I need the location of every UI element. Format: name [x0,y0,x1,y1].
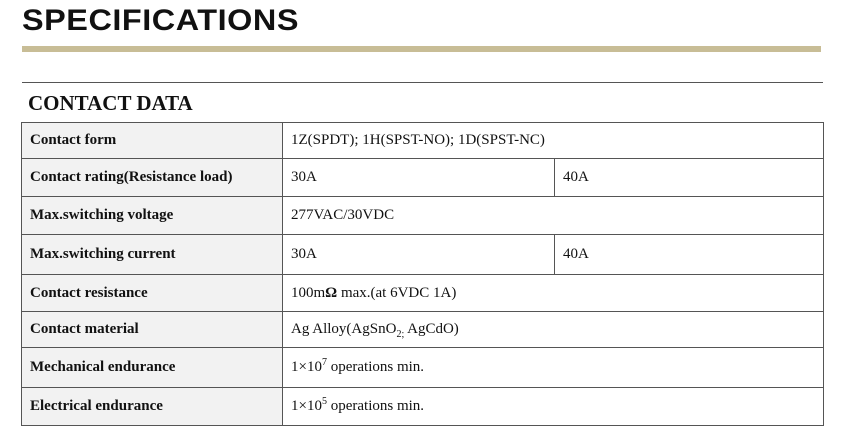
page-title: SPECIFICATIONS [22,4,299,37]
row-value [283,275,824,312]
section-divider [22,82,823,83]
row-value: 1Z(SPDT); 1H(SPST-NO); 1D(SPST-NC) [283,123,824,159]
row-value-b: 40A [555,235,824,275]
superscript: 7 [321,357,327,368]
row-value [283,312,824,348]
value-text: 1×10 [291,359,322,375]
row-label: Contact material [22,312,283,348]
row-label: Electrical endurance [22,388,283,426]
table-row [22,348,824,388]
table-row [22,197,824,235]
row-value [283,348,824,388]
table-row [22,123,824,159]
title-underline-bar [22,46,821,52]
table-row [22,275,824,312]
subscript: 2; [396,329,405,340]
row-value-a: 30A [283,159,555,197]
table-row [22,312,824,348]
value-text: AgCdO) [404,321,459,337]
value-text: operations min. [326,359,425,375]
table-row [22,159,824,197]
value-text: operations min. [326,398,425,414]
value-text: Ag Alloy(AgSnO [291,321,397,337]
table-row [22,388,824,426]
value-text: 100m [291,284,326,301]
row-label: Contact form [22,123,283,159]
row-value [283,388,824,426]
row-value-a: 30A [283,235,555,275]
contact-data-table [21,122,824,426]
row-label: Contact resistance [22,275,283,312]
value-text: 1×10 [291,398,322,414]
row-value: 277VAC/30VDC [283,197,824,235]
row-label: Contact rating(Resistance load) [22,159,283,197]
row-label: Max.switching current [22,235,283,275]
row-label: Max.switching voltage [22,197,283,235]
superscript: 5 [321,396,327,407]
row-label: Mechanical endurance [22,348,283,388]
section-title: CONTACT DATA [28,91,193,115]
value-text: max.(at 6VDC 1A) [337,284,457,301]
ohm-symbol: Ω [325,284,338,301]
row-value-b: 40A [555,159,824,197]
table-row [22,235,824,275]
